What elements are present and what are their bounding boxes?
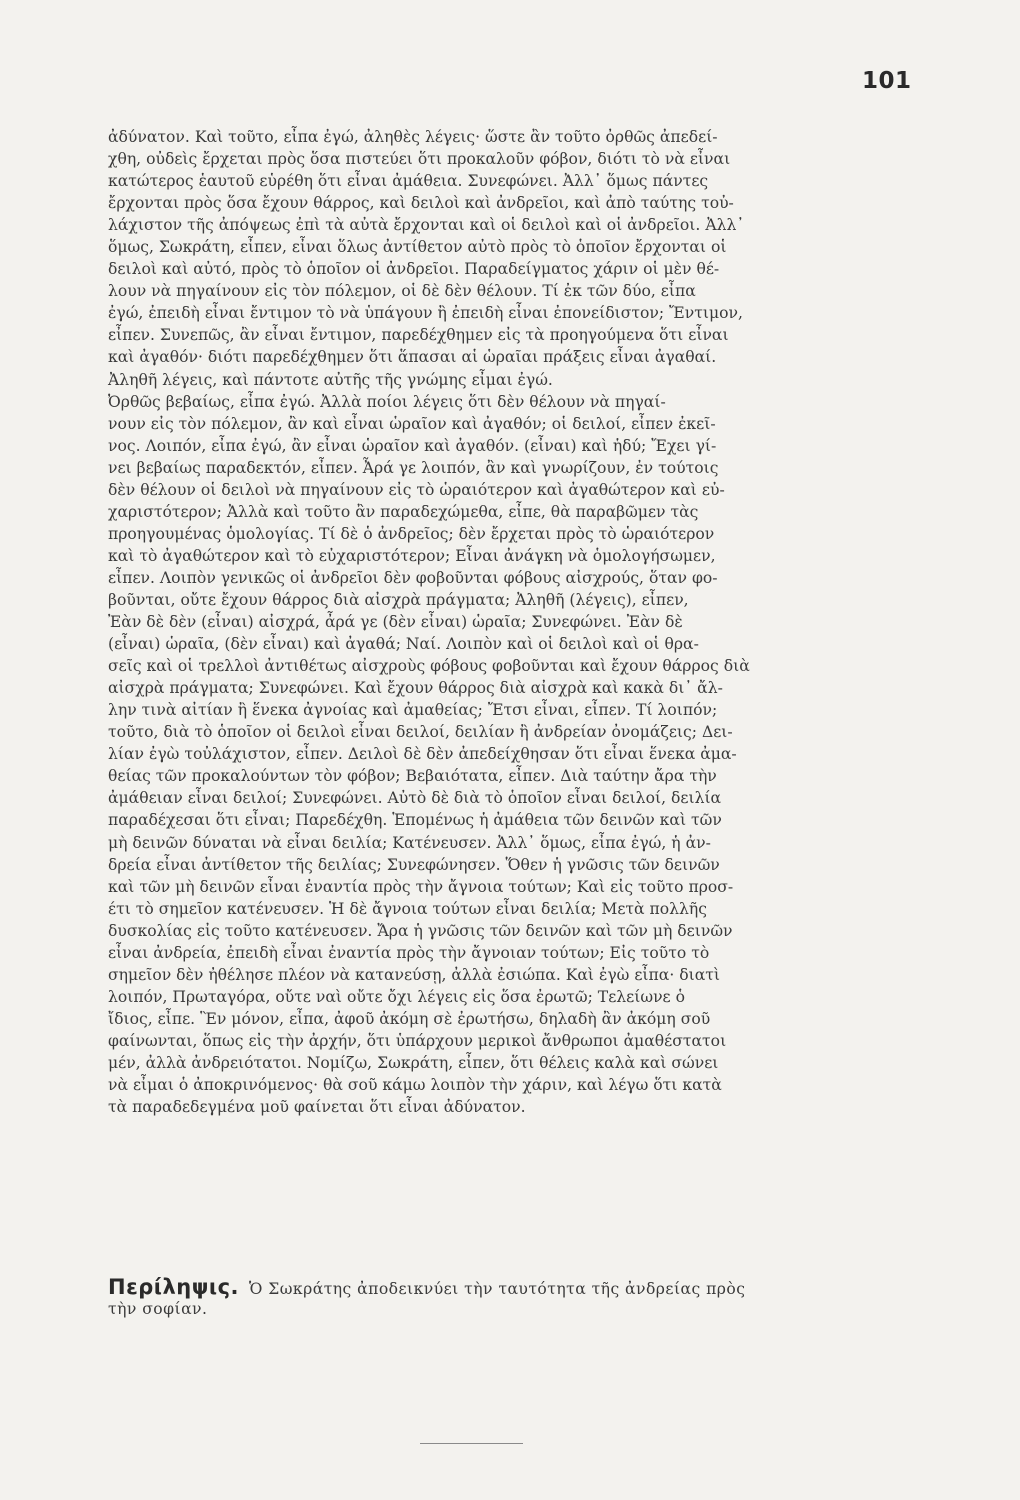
body-line: τοῦτο, διὰ τὸ ὁποῖον οἱ δειλοὶ εἶναι δειλοί, δειλίαν ἢ ἀνδρείαν ὀνομάζεις; Δει- (108, 723, 733, 742)
body-line: βοῦνται, οὔτε ἔχουν θάρρος διὰ αἰσχρὰ πράγματα; Ἀληθῆ (λέγεις), εἶπεν, (108, 590, 689, 609)
body-line: Ἐὰν δὲ δὲν (εἶναι) αἰσχρά, ἆρά γε (δὲν εἶναι) ὡραῖα; Συνεφώνει. Ἐὰν δὲ (108, 613, 683, 632)
body-line: μέν, ἀλλὰ ἀνδρειότατοι. Νομίζω, Σωκράτη, εἶπεν, ὅτι θέλεις καλὰ καὶ σώνει (108, 1053, 719, 1072)
body-line: Ἀληθῆ λέγεις, καὶ πάντοτε αὐτῆς τῆς γνώμης εἶμαι ἐγώ. (108, 370, 553, 389)
page-number: 101 (862, 68, 912, 94)
body-line: θείας τῶν προκαλούντων τὸν φόβον; Βεβαιότατα, εἶπεν. Διὰ ταύτην ἄρα τὴν (108, 767, 717, 786)
summary-line-2: τὴν σοφίαν. (108, 1300, 208, 1318)
body-line: Ὀρθῶς βεβαίως, εἶπα ἐγώ. Ἀλλὰ ποίοι λέγεις ὅτι δὲν θέλουν νὰ πηγαί- (108, 392, 666, 411)
body-line: νει βεβαίως παραδεκτόν, εἶπεν. Ἆρά γε λοιπόν, ἂν καὶ γνωρίζουν, ἐν τούτοις (108, 458, 719, 477)
body-line: νος. Λοιπόν, εἶπα ἐγώ, ἂν εἶναι ὡραῖον καὶ ἀγαθόν. (εἶναι) καὶ ἡδύ; Ἔχει γί- (108, 436, 717, 455)
body-line: εἶπεν. Λοιπὸν γενικῶς οἱ ἀνδρεῖοι δὲν φοβοῦνται φόβους αἰσχρούς, ὅταν φο- (108, 568, 718, 587)
body-line: καὶ τῶν μὴ δεινῶν εἶναι ἐναντία πρὸς τὴν ἄγνοια τούτων; Καὶ εἰς τοῦτο προσ- (108, 877, 734, 896)
body-line: μὴ δεινῶν δύναται νὰ εἶναι δειλία; Κατένευσεν. Ἀλλ᾽ ὅμως, εἶπα ἐγώ, ἡ ἀν- (108, 833, 711, 852)
body-line: έτι τὸ σημεῖον κατένευσεν. Ἡ δὲ ἄγνοια τούτων εἶναι δειλία; Μετὰ πολλῆς (108, 899, 707, 918)
body-line: λην τινὰ αἰτίαν ἢ ἕνεκα ἀγνοίας καὶ ἀμαθείας; Ἔτσι εἶναι, εἶπεν. Τί λοιπόν; (108, 701, 718, 720)
body-line: δυσκολίας εἰς τοῦτο κατένευσεν. Ἄρα ἡ γνῶσις τῶν δεινῶν καὶ τῶν μὴ δεινῶν (108, 921, 733, 940)
body-line: καὶ ἀγαθόν· διότι παρεδέχθημεν ὅτι ἅπασαι αἱ ὡραῖαι πράξεις εἶναι ἀγαθαί. (108, 348, 717, 367)
body-line: αἰσχρὰ πράγματα; Συνεφώνει. Καὶ ἔχουν θάρρος διὰ αἰσχρὰ καὶ κακὰ δι᾽ ἄλ- (108, 679, 723, 698)
body-line: νὰ εἶμαι ὁ ἀποκρινόμενος· θὰ σοῦ κάμω λοιπὸν τὴν χάριν, καὶ λέγω ὅτι κατὰ (108, 1076, 722, 1095)
body-line: λουν νὰ πηγαίνουν εἰς τὸν πόλεμον, οἱ δὲ δὲν θέλουν. Τί ἐκ τῶν δύο, εἶπα (108, 282, 696, 301)
body-line: τὰ παραδεδεγμένα μοῦ φαίνεται ὅτι εἶναι ἀδύνατον. (108, 1098, 526, 1117)
summary-section (108, 1276, 908, 1320)
body-line: λοιπόν, Πρωταγόρα, οὔτε ναὶ οὔτε ὄχι λέγεις εἰς ὅσα ἐρωτῶ; Τελείωνε ὁ (108, 987, 685, 1006)
summary-label: Περίληψις. (108, 1275, 239, 1299)
summary-line-1 (108, 1276, 908, 1298)
summary-text-1: Ὁ Σωκράτης ἀποδεικνύει τὴν ταυτότητα τῆς ἀνδρείας πρὸς (249, 1280, 746, 1298)
body-line: φαίνωνται, ὅπως εἰς τὴν ἀρχήν, ὅτι ὑπάρχουν μερικοὶ ἄνθρωποι ἀμαθέστατοι (108, 1031, 727, 1050)
body-line: παραδέχεσαι ὅτι εἶναι; Παρεδέχθη. Ἑπομένως ἡ ἀμάθεια τῶν δεινῶν καὶ τῶν (108, 811, 722, 830)
body-line: ἐγώ, ἐπειδὴ εἶναι ἔντιμον τὸ νὰ ὑπάγουν ἢ ἐπειδὴ εἶναι ἐπονείδιστον; Ἔντιμον, (108, 304, 743, 323)
body-line: κατώτερος ἑαυτοῦ εὑρέθη ὅτι εἶναι ἀμάθεια. Συνεφώνει. Ἀλλ᾽ ὅμως πάντες (108, 172, 709, 191)
body-line: εἶπεν. Συνεπῶς, ἂν εἶναι ἔντιμον, παρεδέχθημεν εἰς τὰ προηγούμενα ὅτι εἶναι (108, 326, 729, 345)
body-line: σημεῖον δὲν ἠθέλησε πλέον νὰ κατανεύσῃ, ἀλλὰ ἐσιώπα. Καὶ ἐγὼ εἶπα· διατὶ (108, 965, 721, 984)
body-line: νουν εἰς τὸν πόλεμον, ἂν καὶ εἶναι ὡραῖον καὶ ἀγαθόν; οἱ δειλοί, εἶπεν ἐκεῖ- (108, 414, 716, 433)
body-line: χαριστότερον; Ἀλλὰ καὶ τοῦτο ἂν παραδεχώμεθα, εἶπε, θὰ παραβῶμεν τὰς (108, 502, 699, 521)
body-line: εἶναι ἀνδρεία, ἐπειδὴ εἶναι ἐναντία πρὸς τὴν ἄγνοιαν τούτων; Εἰς τοῦτο τὸ (108, 943, 710, 962)
body-line: (εἶναι) ὡραῖα, (δὲν εἶναι) καὶ ἀγαθά; Ναί. Λοιπὸν καὶ οἱ δειλοὶ καὶ οἱ θρα- (108, 635, 699, 654)
body-line: ἀδύνατον. Καὶ τοῦτο, εἶπα ἐγώ, ἀληθὲς λέγεις· ὥστε ἂν τοῦτο ὀρθῶς ἀπεδεί- (108, 128, 718, 146)
body-line: δὲν θέλουν οἱ δειλοὶ νὰ πηγαίνουν εἰς τὸ ὡραιότερον καὶ ἀγαθώτερον καὶ εὐ- (108, 480, 725, 499)
body-line: ἴδιος, εἶπε. Ἓν μόνον, εἶπα, ἀφοῦ ἀκόμη σὲ ἐρωτήσω, δηλαδὴ ἂν ἀκόμη σοῦ (108, 1009, 711, 1028)
body-line: δρεία εἶναι ἀντίθετον τῆς δειλίας; Συνεφώνησεν. Ὅθεν ἡ γνῶσις τῶν δεινῶν (108, 855, 720, 874)
body-line: προηγουμένας ὁμολογίας. Τί δὲ ὁ ἀνδρεῖος; δὲν ἔρχεται πρὸς τὸ ὡραιότερον (108, 524, 715, 543)
body-line: ἀμάθειαν εἶναι δειλοί; Συνεφώνει. Αὐτὸ δὲ διὰ τὸ ὁποῖον εἶναι δειλοί, δειλία (108, 789, 722, 808)
body-line: ὅμως, Σωκράτη, εἶπεν, εἶναι ὅλως ἀντίθετον αὐτὸ πρὸς τὸ ὁποῖον ἔρχονται οἱ (108, 238, 727, 257)
body-text (108, 126, 908, 1118)
body-line: καὶ τὸ ἀγαθώτερον καὶ τὸ εὐχαριστότερον; Εἶναι ἀνάγκη νὰ ὁμολογήσωμεν, (108, 546, 716, 565)
body-line: ἔρχονται πρὸς ὅσα ἔχουν θάρρος, καὶ δειλοὶ καὶ ἀνδρεῖοι, καὶ ἀπὸ ταύτης τοὐ- (108, 194, 734, 213)
body-line: χθη, οὐδεὶς ἔρχεται πρὸς ὅσα πιστεύει ὅτι προκαλοῦν φόβον, διότι τὸ νὰ εἶναι (108, 150, 731, 169)
body-line: δειλοὶ καὶ αὐτό, πρὸς τὸ ὁποῖον οἱ ἀνδρεῖοι. Παραδείγματος χάριν οἱ μὲν θέ- (108, 260, 720, 279)
closing-rule (420, 1443, 523, 1444)
body-line: σεῖς καὶ οἱ τρελλοὶ ἀντιθέτως αἰσχροὺς φόβους φοβοῦνται καὶ ἔχουν θάρρος διὰ (108, 657, 750, 676)
body-line: λίαν ἐγὼ τοὐλάχιστον, εἶπεν. Δειλοὶ δὲ δὲν ἀπεδείχθησαν ὅτι εἶναι ἕνεκα ἀμα- (108, 745, 737, 764)
body-line: λάχιστον τῆς ἀπόψεως ἐπὶ τὰ αὐτὰ ἔρχονται καὶ οἱ δειλοὶ καὶ οἱ ἀνδρεῖοι. Ἀλλ᾽ (108, 216, 745, 235)
